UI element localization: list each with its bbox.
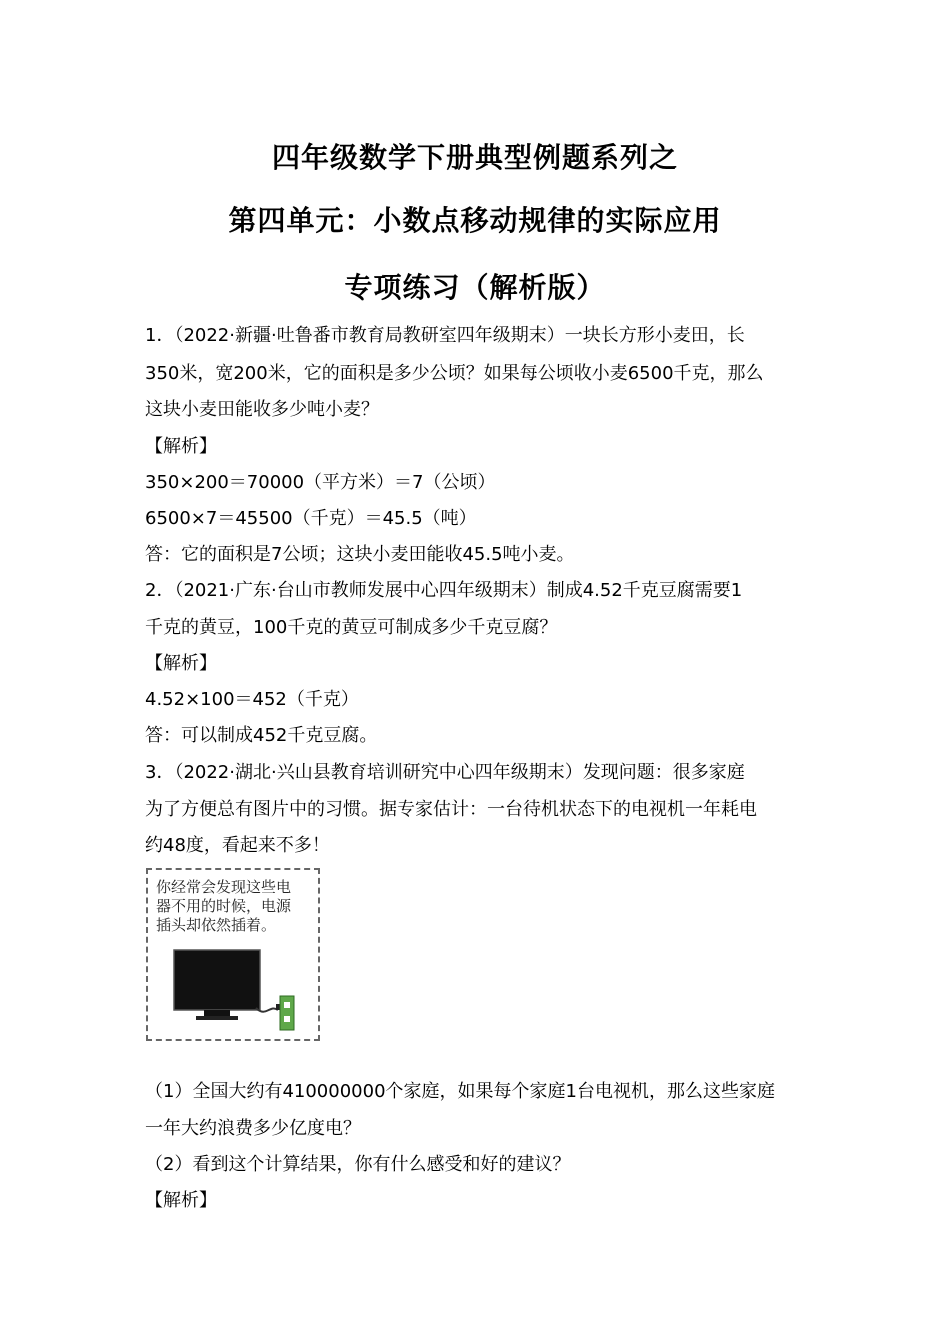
power-outlet-icon <box>280 996 294 1030</box>
q1-line-2: 350米，宽200米，它的面积是多少公顷？如果每公顷收小麦6500千克，那么 <box>145 363 764 384</box>
unit-title: 第四单元：小数点移动规律的实际应用 <box>228 204 722 237</box>
q1-answer: 答：它的面积是7公顷；这块小麦田能收45.5吨小麦。 <box>145 544 575 565</box>
q3-line-1: 3．（2022·湖北·兴山县教育培训研究中心四年级期末）发现问题：很多家庭 <box>145 762 745 783</box>
q2-answer: 答：可以制成452千克豆腐。 <box>145 725 378 746</box>
q3-line-2: 为了方便总有图片中的习惯。据专家估计：一台待机状态下的电视机一年耗电 <box>145 799 757 820</box>
caption-line-1: 你经常会发现这些电 <box>156 878 292 896</box>
q1-line-3: 这块小麦田能收多少吨小麦？ <box>145 399 379 420</box>
q1-analysis-label: 【解析】 <box>145 436 217 457</box>
subtitle: 专项练习（解析版） <box>344 271 606 304</box>
q1-solution-2: 6500×7＝45500（千克）＝45.5（吨） <box>145 508 477 529</box>
q2-line-1: 2．（2021·广东·台山市教师发展中心四年级期末）制成4.52千克豆腐需要1 <box>145 580 743 601</box>
q2-solution-1: 4.52×100＝452（千克） <box>145 689 359 710</box>
q3-sub1-line-2: 一年大约浪费多少亿度电？ <box>145 1118 361 1139</box>
caption-line-3: 插头却依然插着。 <box>156 916 277 934</box>
q3-analysis-label: 【解析】 <box>145 1190 217 1211</box>
q1-solution-1: 350×200＝70000（平方米）＝7（公顷） <box>145 472 496 493</box>
caption-line-2: 器不用的时候，电源 <box>156 897 292 915</box>
q3-line-3: 约48度，看起来不多！ <box>145 835 330 856</box>
page-title: 四年级数学下册典型例题系列之 <box>271 141 678 174</box>
q3-sub2: （2）看到这个计算结果，你有什么感受和好的建议？ <box>145 1154 571 1175</box>
q1-line-1: 1．（2022·新疆·吐鲁番市教育局教研室四年级期末）一块长方形小麦田，长 <box>145 325 745 346</box>
tv-icon <box>148 940 318 1040</box>
tv-standby-illustration <box>146 868 320 1041</box>
illustration-caption <box>156 878 316 935</box>
q2-analysis-label: 【解析】 <box>145 653 217 674</box>
q3-sub1-line-1: （1）全国大约有410000000个家庭，如果每个家庭1台电视机，那么这些家庭 <box>145 1081 775 1102</box>
q2-line-2: 千克的黄豆，100千克的黄豆可制成多少千克豆腐？ <box>145 617 558 638</box>
